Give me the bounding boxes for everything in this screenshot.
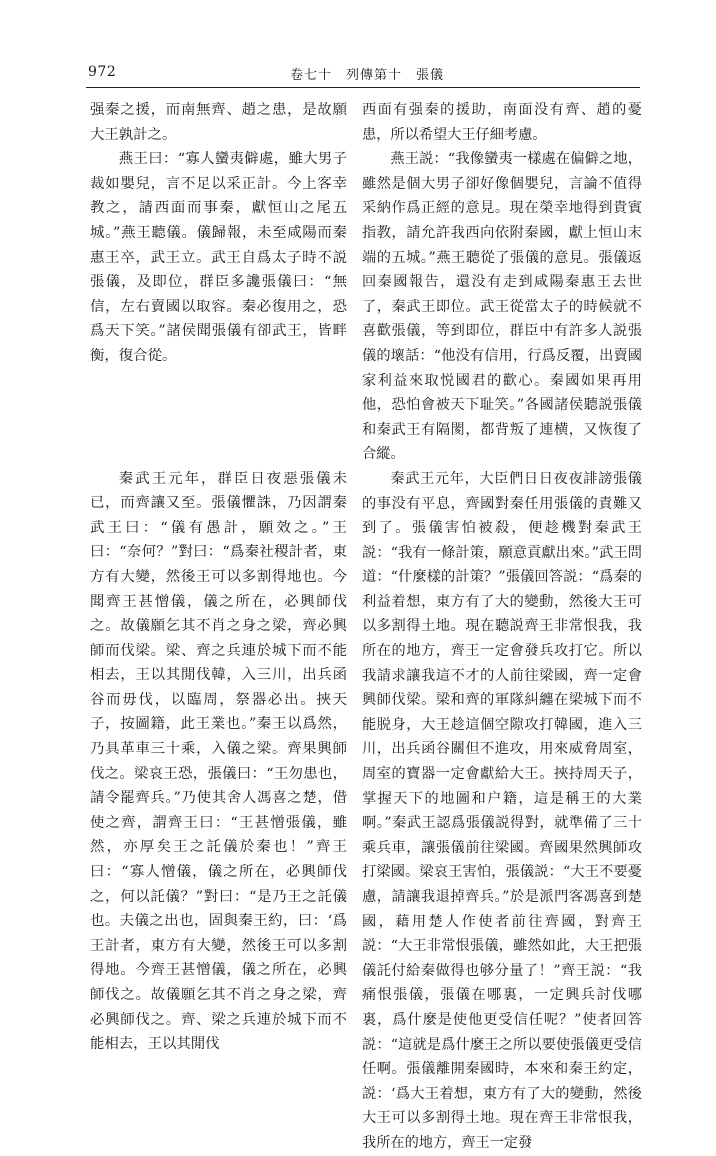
translation-paragraph-1: 西面有强秦的援助，南面没有齊、趙的憂患，所以希望大王仔細考慮。 (362, 102, 642, 143)
running-head: 卷七十 列傳第十 張儀 (290, 68, 445, 83)
classical-paragraph-2: 燕王曰：“寡人蠻夷僻處，雖大男子裁如嬰兒，言不足以采正計。今上客幸教之，請西面而事秦，獻恒山之尾五城。”燕王聽儀。儀歸報，未至咸陽而秦惠王卒，武王立。武王自爲太子時不説張儀，及即位，群臣多讒張儀曰：“無信，左右賣國以取容。秦必復用之，恐爲天下笑。”諸侯聞張儀有卻武王，皆畔衡，復合從。 (90, 151, 347, 364)
translation-paragraph-3: 秦武王元年，大臣們日日夜夜誹謗張儀的事没有平息，齊國對秦任用張儀的責難又到了。張儀害怕被殺，便趁機對秦武王説：“我有一條計策，願意貢獻出來。”武王問道：“什麼樣的計策？”張儀回答説：“爲秦的利益着想，東方有了大的變動，然後大王可以多割得土地。現在聽説齊王非常恨我，我所在的地方，齊王一定會發兵攻打它。所以我請求讓我這不才的人前往梁國，齊一定會興師伐梁。梁和齊的軍隊糾纏在梁城下而不能脱身，大王趁這個空隙攻打韓國，進入三川，出兵函谷關但不進攻，用來威脅周室，周室的寶器一定會獻給大王。挾持周天子，掌握天下的地圖和户籍，這是稱王的大業啊。”秦武王認爲張儀説得對，就準備了三十乘兵車，讓張儀前往梁國。齊國果然興師攻打梁國。梁哀王害怕，張儀説：“大王不要憂慮，請讓我退掉齊兵。”於是派門客馮喜到楚國，藉用楚人作使者前往齊國，對齊王説：“大王非常恨張儀，雖然如此，大王把張儀託付給秦做得也够分量了！”齊王説：“我痛恨張儀，張儀在哪裏，一定興兵討伐哪裏，爲什麼是使他更受信任呢？”使者回答説：“這就是爲什麼王之所以要使張儀更受信任啊。張儀離開秦國時，本來和秦王約定，説：‘爲大王着想，東方有了大的變動，然後大王可以多割得土地。現在齊王非常恨我，我所在的地方，齊王一定發 (362, 470, 642, 1151)
translation-paragraph-2: 燕王説：“我像蠻夷一樣處在偏僻之地，雖然是個大男子卻好像個嬰兒，言論不值得采納作爲正經的意見。現在榮幸地得到貴賓指教，請允許我西向依附秦國，獻上恒山末端的五城。”燕王聽從了張儀的意見。張儀返回秦國報告，還没有走到咸陽秦惠王去世了，秦武王即位。武王從當太子的時候就不喜歡張儀，等到即位，群臣中有許多人説張儀的壞話：“他没有信用，行爲反覆，出賣國家利益來取悦國君的歡心。秦國如果再用他，恐怕會被天下耻笑。”各國諸侯聽説張儀和秦武王有隔閡，都背叛了連横，又恢復了合縱。 (362, 151, 642, 463)
classical-text-column (90, 98, 347, 1057)
modern-translation-column (362, 98, 642, 1156)
page-number: 972 (88, 64, 117, 80)
header-rule (86, 87, 640, 88)
classical-paragraph-1: 强秦之援，而南無齊、趙之患，是故願大王孰計之。 (90, 102, 347, 143)
classical-paragraph-3: 秦武王元年，群臣日夜惡張儀未已，而齊讓又至。張儀懼誅，乃因謂秦武王曰：“儀有愚計，願效之。”王曰：“奈何？”對曰：“爲秦社稷計者，東方有大變，然後王可以多割得地也。今聞齊王甚憎儀，儀之所在，必興師伐之。故儀願乞其不肖之身之梁，齊必興師而伐梁。梁、齊之兵連於城下而不能相去，王以其閒伐韓，入三川，出兵函谷而毋伐，以臨周，祭器必出。挾天子，按圖籍，此王業也。”秦王以爲然，乃具革車三十乘，入儀之梁。齊果興師伐之。梁哀王恐，張儀曰：“王勿患也，請令罷齊兵。”乃使其舍人馮喜之楚，借使之齊，謂齊王曰：“王甚憎張儀，雖然，亦厚矣王之託儀於秦也！”齊王曰：“寡人憎儀，儀之所在，必興師伐之，何以託儀？”對曰：“是乃王之託儀也。夫儀之出也，固與秦王約，曰：‘爲王計者，東方有大變，然後王可以多割得地。今齊王甚憎儀，儀之所在，必興師伐之。故儀願乞其不肖之身之梁，齊必興師伐之。齊、梁之兵連於城下而不能相去，王以其閒伐 (90, 470, 347, 1053)
